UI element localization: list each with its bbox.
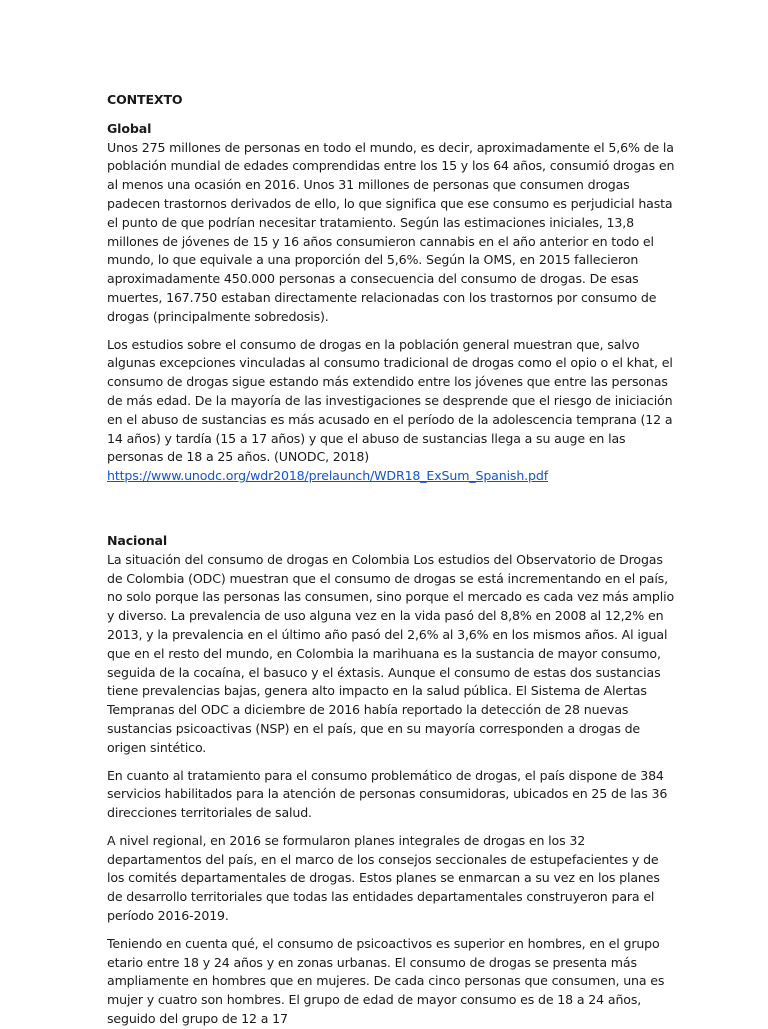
- paragraph: Unos 275 millones de personas en todo el mundo, es decir, aproximadamente el 5,6% de la población mundial de edades comprendidas entre los 15 y los 64 años, consumió drogas en al menos una ocasión en 2016. Unos 31 millones de personas que consumen drogas padecen trastornos derivados de ello, lo que significa que ese consumo es perjudicial hasta el punto de que podrían necesitar tratamiento. Según las estimaciones iniciales, 13,8 millones de jóvenes de 15 y 16 años consumieron cannabis en el año anterior en todo el mundo, lo que equivale a una proporción del 5,6%. Según la OMS, en 2015 fallecieron aproximadamente 450.000 personas a consecuencia del consumo de drogas. De esas muertes, 167.750 estaban directamente relacionadas con los trastornos por consumo de drogas (principalmente sobredosis).: [107, 139, 675, 324]
- paragraph: En cuanto al tratamiento para el consumo problemático de drogas, el país dispone de 384 servicios habilitados para la atención de personas consumidoras, ubicados en 25 de las 36 direcciones territoriales de salud.: [107, 767, 668, 821]
- spacer: [107, 495, 678, 532]
- section-nacional: [107, 532, 678, 1029]
- paragraph: La situación del consumo de drogas en Colombia Los estudios del Observatorio de Drogas de Colombia (ODC) muestran que el consumo de drogas se está incrementando en el país, no solo porque las personas las consumen, sino porque el mercado es cada vez más amplio y diverso. La prevalencia de uso alguna vez en la vida pasó del 8,8% en 2008 al 12,2% en 2013, y la prevalencia en el último año pasó del 2,6% al 3,6% en los mismos años. Al igual que en el resto del mundo, en Colombia la marihuana es la sustancia de mayor consumo, seguida de la cocaína, el basuco y el éxtasis. Aunque el consumo de estas dos sustancias tiene prevalencias bajas, genera alto impacto en la salud pública. El Sistema de Alertas Tempranas del ODC a diciembre de 2016 había reportado la detección de 28 nuevas sustancias psicoactivas (NSP) en el país, que en su mayoría corresponden a drogas de origen sintético.: [107, 551, 675, 755]
- section-heading-global: Global: [107, 120, 152, 136]
- section-heading-nacional: Nacional: [107, 532, 168, 548]
- section-global: [107, 120, 678, 486]
- document-title: CONTEXTO: [107, 92, 183, 107]
- paragraph: Teniendo en cuenta qué, el consumo de psicoactivos es superior en hombres, en el grupo etario entre 18 y 24 años y en zonas urbanas. El consumo de drogas se presenta más ampliamente en hombres que en mujeres. De cada cinco personas que consumen, una es mujer y cuatro son hombres. El grupo de edad de mayor consumo es de 18 a 24 años, seguido del grupo de 12 a 17: [107, 935, 665, 1027]
- paragraph: A nivel regional, en 2016 se formularon planes integrales de drogas en los 32 departamentos del país, en el marco de los consejos seccionales de estupefacientes y de los comités departamentales de drogas. Estos planes se enmarcan a su vez en los planes de desarrollo territoriales que todas las entidades departamentales construyeron para el período 2016-2019.: [107, 832, 660, 924]
- paragraph: [107, 336, 678, 486]
- source-link[interactable]: https://www.unodc.org/wdr2018/prelaunch/WDR18_ExSum_Spanish.pdf: [107, 468, 548, 484]
- paragraph-text: Los estudios sobre el consumo de drogas en la población general muestran que, salvo algunas excepciones vinculadas al consumo tradicional de drogas como el opio o el khat, el consumo de drogas sigue estando más extendido entre los jóvenes que entre las personas de más edad. De la mayoría de las investigaciones se desprende que el riesgo de iniciación en el abuso de sustancias es más acusado en el período de la adolescencia temprana (12 a 14 años) y tardía (15 a 17 años) y que el abuso de sustancias llega a su auge en las personas de 18 a 25 años. (UNODC, 2018): [107, 336, 673, 465]
